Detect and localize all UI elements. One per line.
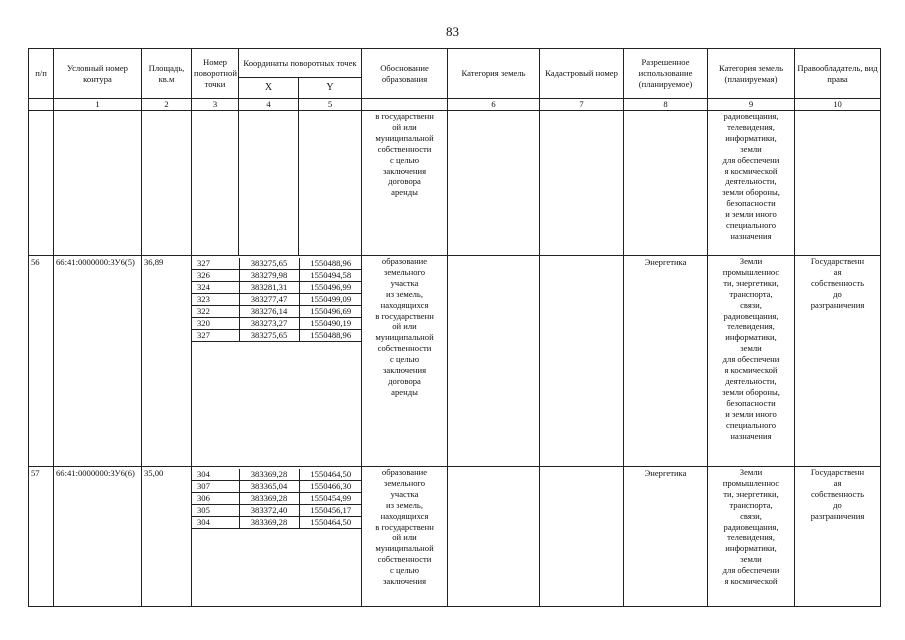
planned-category-cell-line: я космической — [724, 576, 778, 587]
owner-cell-line: разграничения — [810, 510, 865, 521]
planned-category-cell-line: специального — [726, 419, 777, 430]
basis-cell-line: муниципальной — [375, 132, 434, 143]
area-cell: 35,00 — [142, 467, 192, 607]
basis-cell-line: заключения — [382, 576, 427, 587]
point-number: 305 — [192, 505, 239, 517]
point-number: 320 — [192, 318, 239, 330]
land-category-cell — [448, 111, 540, 256]
coordinate-y: 1550456,17 — [299, 505, 362, 517]
row-number-cell: 57 — [29, 467, 54, 607]
owner-cell-line: ая — [833, 266, 842, 277]
area-cell: 36,89 — [142, 256, 192, 467]
coordinate-y: 1550464,50 — [299, 517, 362, 529]
planned-category-cell-line: информатики, — [725, 132, 777, 143]
basis-cell — [362, 111, 448, 256]
planned-category-cell-line: земли обороны, — [722, 187, 780, 198]
basis-cell — [362, 467, 448, 607]
coordinate-row — [192, 517, 362, 529]
column-number: 2 — [142, 99, 192, 111]
basis-cell-line: аренды — [391, 386, 418, 397]
header-area: Площадь, кв.м — [142, 49, 192, 99]
planned-category-cell-line: для обеспечени — [722, 565, 780, 576]
coordinate-x: 383277,47 — [239, 294, 299, 306]
column-number: 3 — [192, 99, 239, 111]
owner-cell-line: до — [833, 288, 842, 299]
basis-cell-line: заключения — [382, 165, 427, 176]
planned-category-cell-line: радиовещания, — [723, 111, 779, 121]
coordinate-y: 1550499,09 — [299, 294, 362, 306]
planned-category-cell-line: назначения — [730, 430, 772, 441]
planned-category-cell-line: транспорта, — [729, 499, 773, 510]
row-number-cell: 56 — [29, 256, 54, 467]
basis-cell-line: в государственн — [375, 111, 434, 121]
permitted-use-cell — [624, 111, 708, 256]
coordinate-y: 1550466,30 — [299, 481, 362, 493]
coordinate-row — [192, 318, 362, 330]
empty-cell — [29, 111, 54, 256]
planned-category-cell-line: связи, — [740, 299, 762, 310]
basis-cell-line: участка — [390, 277, 419, 288]
planned-category-cell-line: для обеспечени — [722, 154, 780, 165]
coordinates-cell — [192, 467, 362, 607]
owner-cell — [795, 467, 881, 607]
point-number: 327 — [192, 258, 239, 270]
coordinates-table — [192, 469, 362, 529]
permitted-use-cell: Энергетика — [624, 256, 708, 467]
coordinate-x: 383372,40 — [239, 505, 299, 517]
point-number: 327 — [192, 330, 239, 342]
basis-cell-line: заключения — [382, 365, 427, 376]
planned-category-cell — [708, 111, 795, 256]
contour-cell: 66:41:0000000:ЗУ6(5) — [54, 256, 142, 467]
basis-cell-line: договора — [388, 375, 421, 386]
planned-category-cell-line: для обеспечени — [722, 354, 780, 365]
planned-category-cell-line: безопасности — [726, 198, 776, 209]
header-cadastral-number: Кадастровый номер — [540, 49, 624, 99]
planned-category-cell-line: ти, энергетики, — [723, 277, 779, 288]
point-number: 307 — [192, 481, 239, 493]
basis-cell-line: ой или — [392, 121, 417, 132]
coordinate-row — [192, 505, 362, 517]
planned-category-cell-line: земли обороны, — [722, 386, 780, 397]
column-number: 8 — [624, 99, 708, 111]
basis-cell-line: ой или — [392, 321, 417, 332]
planned-category-cell-line: промышленнос — [722, 266, 780, 277]
empty-cell — [142, 111, 192, 256]
coordinate-y: 1550496,99 — [299, 282, 362, 294]
point-number: 322 — [192, 306, 239, 318]
column-number: 1 — [54, 99, 142, 111]
coordinate-row — [192, 469, 362, 481]
basis-cell-line: участка — [390, 488, 419, 499]
coordinate-row — [192, 330, 362, 342]
column-number: 6 — [448, 99, 540, 111]
basis-cell-line: в государственн — [375, 310, 434, 321]
basis-cell-line: собственности — [377, 343, 432, 354]
owner-cell-line: собственность — [810, 277, 865, 288]
coordinate-x: 383369,28 — [239, 469, 299, 481]
basis-cell-line: в государственн — [375, 521, 434, 532]
coordinate-row — [192, 270, 362, 282]
empty-cell — [54, 111, 142, 256]
coordinate-x: 383365,04 — [239, 481, 299, 493]
header-permitted-use: Разрешенное использование (планируемое) — [624, 49, 708, 99]
basis-cell-line: аренды — [391, 187, 418, 198]
cadastral-cell — [540, 467, 624, 607]
owner-cell-line: Государственн — [810, 467, 865, 477]
planned-category-cell-line: информатики, — [725, 543, 777, 554]
page-number: 83 — [446, 24, 459, 39]
basis-cell-line: собственности — [377, 554, 432, 565]
basis-cell-line: муниципальной — [375, 543, 434, 554]
planned-category-cell-line: деятельности, — [725, 375, 777, 386]
planned-category-cell-line: деятельности, — [725, 176, 777, 187]
header-pp: п/п — [29, 49, 54, 99]
basis-cell-line: образование — [381, 256, 428, 266]
basis-cell-line: находящихся — [380, 299, 429, 310]
basis-cell — [362, 256, 448, 467]
coordinate-x: 383281,31 — [239, 282, 299, 294]
planned-category-cell-line: телевидения, — [727, 121, 775, 132]
planned-category-cell-line: телевидения, — [727, 321, 775, 332]
coordinate-x: 383273,27 — [239, 318, 299, 330]
header-contour: Условный номер контура — [54, 49, 142, 99]
column-number: 5 — [299, 99, 362, 111]
header-y: Y — [299, 78, 362, 99]
land-plots-table — [28, 48, 881, 607]
basis-cell-line: земельного — [383, 266, 426, 277]
basis-cell-line: муниципальной — [375, 332, 434, 343]
coordinate-row — [192, 282, 362, 294]
basis-cell-line: собственности — [377, 143, 432, 154]
contour-cell: 66:41:0000000:ЗУ6(6) — [54, 467, 142, 607]
basis-cell-line: с целью — [390, 354, 420, 365]
header-planned-category: Категория земель (планируемая) — [708, 49, 795, 99]
empty-cell — [239, 111, 299, 256]
coordinate-y: 1550488,96 — [299, 330, 362, 342]
table-row — [29, 256, 881, 467]
planned-category-cell-line: я космической — [724, 165, 778, 176]
empty-cell — [299, 111, 362, 256]
coordinate-y: 1550490,19 — [299, 318, 362, 330]
column-number — [29, 99, 54, 111]
owner-cell — [795, 256, 881, 467]
continuation-row — [29, 111, 881, 256]
planned-category-cell-line: связи, — [740, 510, 762, 521]
owner-cell-line: собственность — [810, 488, 865, 499]
coordinate-x: 383369,28 — [239, 517, 299, 529]
planned-category-cell-line: земли — [740, 343, 762, 354]
owner-cell-line: ая — [833, 477, 842, 488]
basis-cell-line: из земель, — [386, 288, 423, 299]
coordinate-x: 383369,28 — [239, 493, 299, 505]
coordinate-y: 1550464,50 — [299, 469, 362, 481]
column-number: 9 — [708, 99, 795, 111]
planned-category-cell-line: информатики, — [725, 332, 777, 343]
basis-cell-line: с целью — [390, 154, 420, 165]
table-row — [29, 467, 881, 607]
point-number: 324 — [192, 282, 239, 294]
coordinate-x: 383276,14 — [239, 306, 299, 318]
cadastral-cell — [540, 111, 624, 256]
planned-category-cell-line: промышленнос — [722, 477, 780, 488]
basis-cell-line: земельного — [383, 477, 426, 488]
coordinates-table — [192, 258, 362, 342]
cadastral-cell — [540, 256, 624, 467]
column-number: 4 — [239, 99, 299, 111]
coordinate-row — [192, 258, 362, 270]
planned-category-cell-line: ти, энергетики, — [723, 488, 779, 499]
coordinate-y: 1550488,96 — [299, 258, 362, 270]
planned-category-cell-line: Земли — [739, 256, 763, 266]
planned-category-cell-line: земли — [740, 554, 762, 565]
header-x: X — [239, 78, 299, 99]
header-coordinates: Координаты поворотных точек — [239, 49, 362, 78]
point-number: 306 — [192, 493, 239, 505]
point-number: 326 — [192, 270, 239, 282]
planned-category-cell — [708, 467, 795, 607]
planned-category-cell-line: и земли иного — [725, 408, 777, 419]
planned-category-cell-line: я космической — [724, 365, 778, 376]
planned-category-cell-line: специального — [726, 220, 777, 231]
column-number: 7 — [540, 99, 624, 111]
coordinate-row — [192, 306, 362, 318]
coordinate-y: 1550454,99 — [299, 493, 362, 505]
coordinate-x: 383279,98 — [239, 270, 299, 282]
header-point-number: Номер поворотной точки — [192, 49, 239, 99]
owner-cell-line: Государственн — [810, 256, 865, 266]
column-number: 10 — [795, 99, 881, 111]
planned-category-cell-line: безопасности — [726, 397, 776, 408]
planned-category-cell-line: Земли — [739, 467, 763, 477]
coordinate-row — [192, 481, 362, 493]
owner-cell-line: до — [833, 499, 842, 510]
point-number: 323 — [192, 294, 239, 306]
basis-cell-line: из земель, — [386, 499, 423, 510]
planned-category-cell-line: назначения — [730, 230, 772, 241]
point-number: 304 — [192, 517, 239, 529]
planned-category-cell-line: транспорта, — [729, 288, 773, 299]
coordinate-x: 383275,65 — [239, 330, 299, 342]
permitted-use-cell: Энергетика — [624, 467, 708, 607]
coordinate-row — [192, 493, 362, 505]
header-basis: Обоснование образования — [362, 49, 448, 99]
coordinate-y: 1550496,69 — [299, 306, 362, 318]
planned-category-cell-line: радиовещания, — [723, 310, 779, 321]
empty-cell — [192, 111, 239, 256]
coordinates-cell — [192, 256, 362, 467]
header-owner: Правообладатель, вид права — [795, 49, 881, 99]
basis-cell-line: договора — [388, 176, 421, 187]
owner-cell-line: разграничения — [810, 299, 865, 310]
land-category-cell — [448, 256, 540, 467]
basis-cell-line: образование — [381, 467, 428, 477]
basis-cell-line: ой или — [392, 532, 417, 543]
planned-category-cell-line: телевидения, — [727, 532, 775, 543]
basis-cell-line: находящихся — [380, 510, 429, 521]
coordinate-y: 1550494,58 — [299, 270, 362, 282]
planned-category-cell — [708, 256, 795, 467]
column-numbers-row — [29, 99, 881, 111]
coordinate-x: 383275,65 — [239, 258, 299, 270]
planned-category-cell-line: земли — [740, 143, 762, 154]
header-land-category: Категория земель — [448, 49, 540, 99]
land-category-cell — [448, 467, 540, 607]
column-number — [362, 99, 448, 111]
planned-category-cell-line: радиовещания, — [723, 521, 779, 532]
point-number: 304 — [192, 469, 239, 481]
basis-cell-line: с целью — [390, 565, 420, 576]
coordinate-row — [192, 294, 362, 306]
planned-category-cell-line: и земли иного — [725, 209, 777, 220]
owner-cell — [795, 111, 881, 256]
